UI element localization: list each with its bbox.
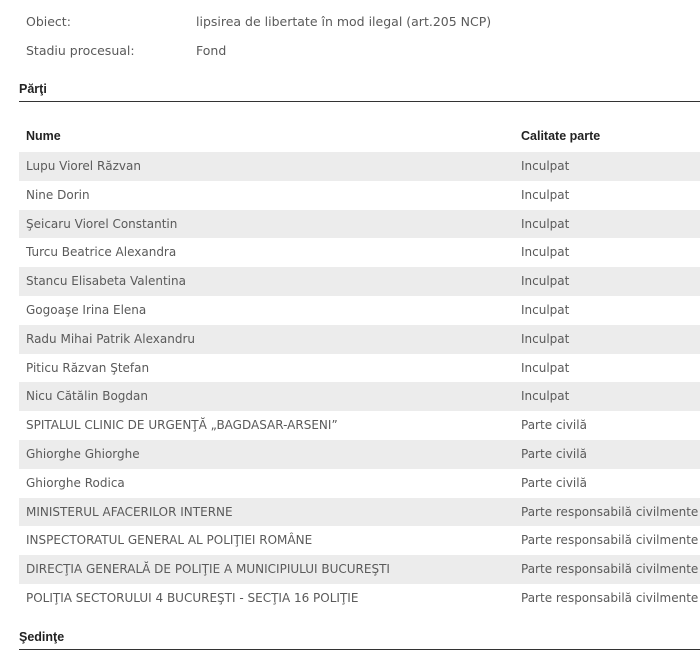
cell-calitate: Parte civilă [521, 475, 587, 490]
cell-nume: Stancu Elisabeta Valentina [26, 274, 186, 289]
cell-nume: Radu Mihai Patrik Alexandru [26, 331, 195, 346]
table-row [19, 382, 700, 411]
column-header-nume: Nume [26, 129, 61, 143]
cell-nume: POLIŢIA SECTORULUI 4 BUCUREŞTI - SECŢIA 16 POLIŢIE [26, 590, 359, 605]
cell-nume: Turcu Beatrice Alexandra [26, 245, 177, 260]
section-title-sedinte: Şedinţe [19, 628, 700, 650]
cell-nume: SPITALUL CLINIC DE URGENŢĂ „BAGDASAR-ARSENI” [26, 418, 338, 433]
cell-nume: Ghiorghe Rodica [26, 475, 125, 490]
table-row [19, 210, 700, 239]
cell-calitate: Parte responsabilă civilmente [521, 504, 699, 519]
cell-calitate: Inculpat [521, 389, 570, 404]
table-row [19, 440, 700, 469]
cell-calitate: Inculpat [521, 187, 570, 202]
cell-nume: Nicu Cătălin Bogdan [26, 389, 148, 404]
table-row [19, 526, 700, 555]
cell-nume: Piticu Răzvan Ştefan [26, 360, 150, 375]
cell-nume: DIRECŢIA GENERALĂ DE POLIŢIE A MUNICIPIULUI BUCUREŞTI [26, 562, 390, 577]
table-row [19, 152, 700, 181]
cell-calitate: Inculpat [521, 159, 570, 173]
cell-calitate: Inculpat [521, 245, 570, 260]
cell-calitate: Parte responsabilă civilmente [521, 533, 699, 548]
cell-nume: Nine Dorin [26, 187, 90, 202]
cell-calitate: Parte responsabilă civilmente [521, 562, 699, 577]
table-row [19, 354, 700, 383]
table-header [19, 120, 700, 152]
cell-nume: Şeicaru Viorel Constantin [26, 216, 178, 231]
table-row [19, 555, 700, 584]
table-row [19, 296, 700, 325]
detail-value: lipsirea de libertate în mod ilegal (art.205 NCP) [196, 14, 492, 29]
table-row [19, 181, 700, 210]
cell-calitate: Inculpat [521, 216, 570, 231]
table-row [19, 469, 700, 498]
cell-nume: Gogoaşe Irina Elena [26, 302, 147, 317]
parti-table [19, 120, 700, 613]
cell-nume: Ghiorghe Ghiorghe [26, 446, 140, 461]
cell-nume: Lupu Viorel Răzvan [26, 159, 141, 173]
table-row [19, 584, 700, 613]
cell-nume: MINISTERUL AFACERILOR INTERNE [26, 504, 233, 519]
cell-calitate: Parte civilă [521, 446, 587, 461]
cell-calitate: Inculpat [521, 302, 570, 317]
cell-calitate: Inculpat [521, 360, 570, 375]
table-row [19, 411, 700, 440]
detail-value: Fond [196, 43, 227, 58]
table-row [19, 267, 700, 296]
detail-label: Stadiu procesual: [26, 43, 135, 58]
column-header-calitate: Calitate parte [521, 129, 601, 143]
cell-calitate: Parte civilă [521, 418, 587, 433]
table-row [19, 238, 700, 267]
cell-nume: INSPECTORATUL GENERAL AL POLIŢIEI ROMÂNE [26, 533, 313, 548]
table-row [19, 325, 700, 354]
section-title-parti: Părţi [19, 80, 700, 102]
cell-calitate: Parte responsabilă civilmente [521, 590, 699, 605]
detail-label: Obiect: [26, 14, 71, 29]
table-row [19, 498, 700, 527]
cell-calitate: Inculpat [521, 331, 570, 346]
cell-calitate: Inculpat [521, 274, 570, 289]
